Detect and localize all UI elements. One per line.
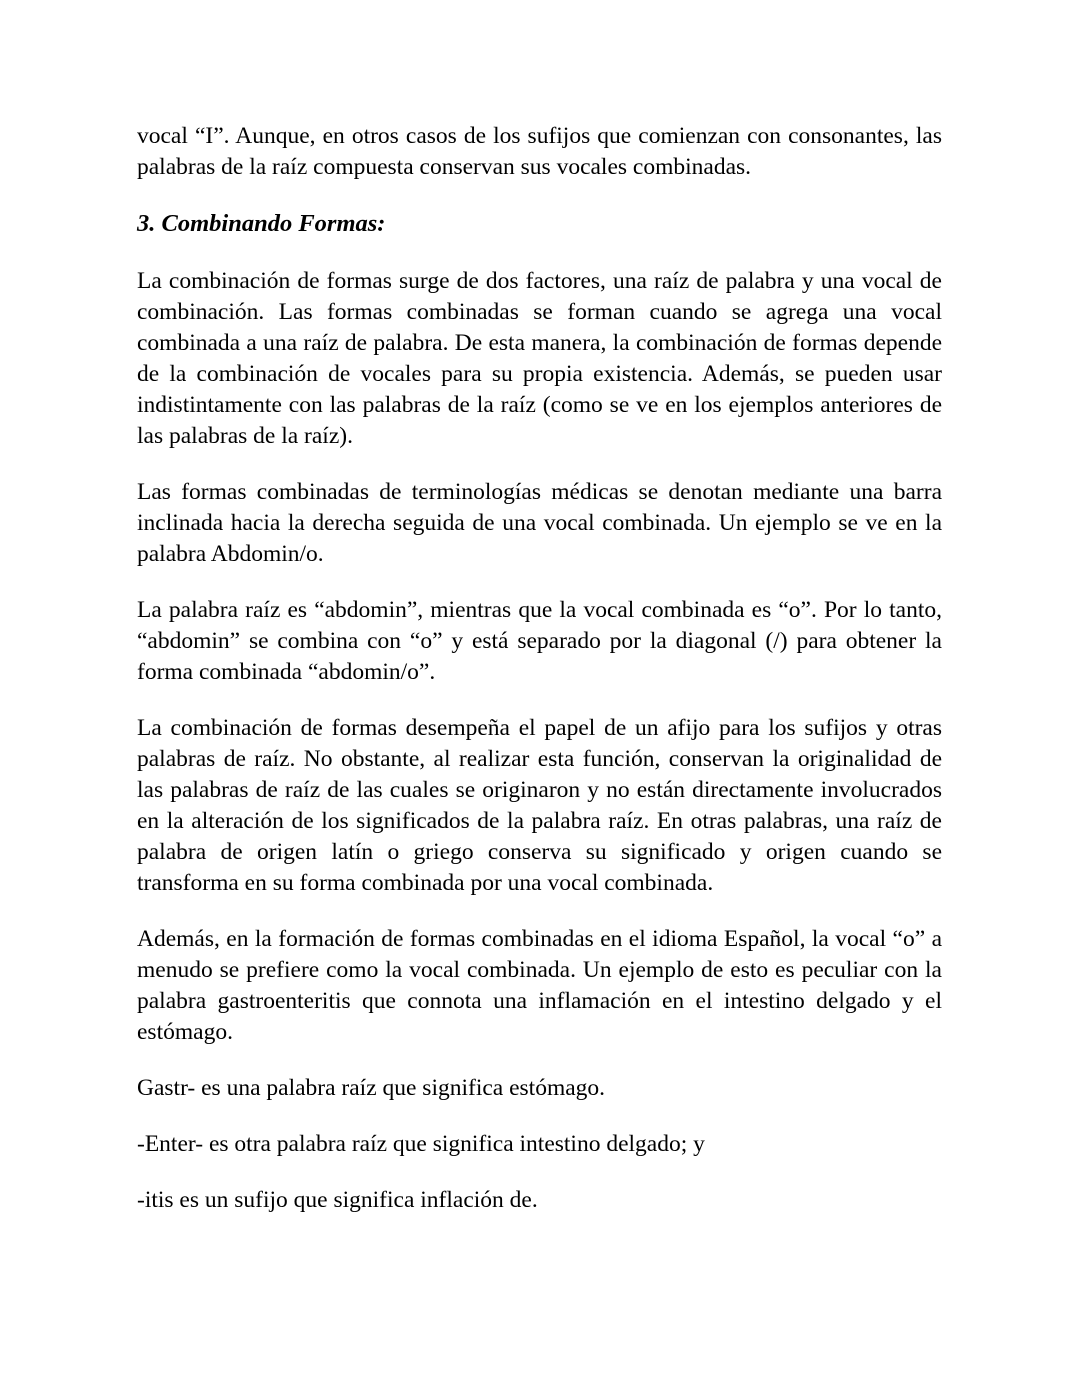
paragraph-combinacion-surge: La combinación de formas surge de dos factores, una raíz de palabra y una vocal de combinación. Las formas combinadas se forman cuando se agrega una vocal combinada a una raíz de palabra. De esta manera, la combinación de formas depende de la combinación de vocales para su propia existencia. Además, se pueden usar indistintamente con las palabras de la raíz (como se ve en los ejemplos anteriores de las palabras de la raíz). bbox=[137, 268, 942, 449]
paragraph-formacion-idioma-espanol: Además, en la formación de formas combinadas en el idioma Español, la vocal “o” a menudo se prefiere como la vocal combinada. Un ejemplo de esto es peculiar con la palabra gastroenteritis que connota una inflamación en el intestino delgado y el estómago. bbox=[137, 926, 942, 1045]
definition-gastr: Gastr- es una palabra raíz que significa estómago. bbox=[137, 1075, 606, 1101]
definition-itis: -itis es un sufijo que significa inflación de. bbox=[137, 1187, 538, 1213]
definition-enter: -Enter- es otra palabra raíz que significa intestino delgado; y bbox=[137, 1131, 705, 1157]
paragraph-palabra-raiz-abdomin: La palabra raíz es “abdomin”, mientras que la vocal combinada es “o”. Por lo tanto, “abdomin” se combina con “o” y está separado por la diagonal (/) para obtener la forma combinada “abdomin/o”. bbox=[137, 597, 942, 685]
paragraph-papel-de-afijo: La combinación de formas desempeña el papel de un afijo para los sufijos y otras palabras de raíz. No obstante, al realizar esta función, conservan la originalidad de las palabras de raíz de las cuales se originaron y no están directamente involucrados en la alteración de los significados de la palabra raíz. En otras palabras, una raíz de palabra de origen latín o griego conserva su significado y origen cuando se transforma en su forma combinada por una vocal combinada. bbox=[137, 715, 942, 896]
section-heading-combinando-formas: 3. Combinando Formas: bbox=[137, 210, 386, 237]
intro-paragraph: vocal “I”. Aunque, en otros casos de los sufijos que comienzan con consonantes, las palabras de la raíz compuesta conservan sus vocales combinadas. bbox=[137, 123, 942, 180]
paragraph-formas-combinadas-terminologias: Las formas combinadas de terminologías médicas se denotan mediante una barra inclinada hacia la derecha seguida de una vocal combinada. Un ejemplo se ve en la palabra Abdomin/o. bbox=[137, 479, 942, 567]
